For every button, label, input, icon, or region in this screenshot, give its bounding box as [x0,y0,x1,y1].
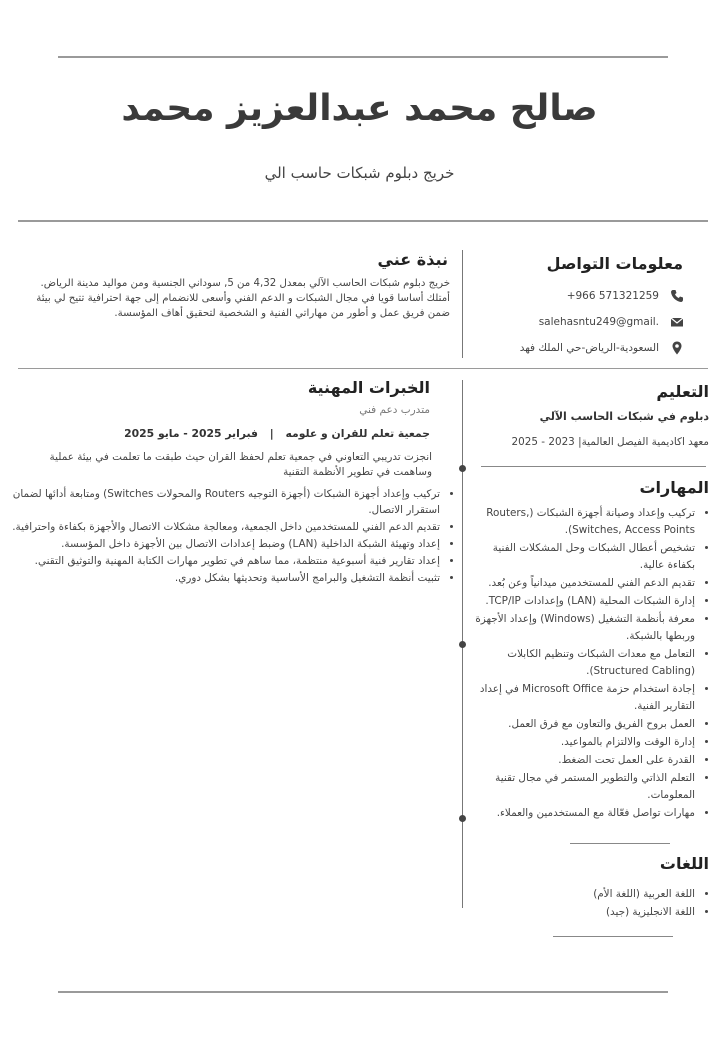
skill-item: • إدارة الشبكات المحلية (LAN) وإعدادات TCP/IP. [463,593,695,610]
languages-divider [553,936,673,937]
education-title: التعليم [656,382,709,401]
contact-title: معلومات التواصل [546,254,683,273]
skills-divider [570,843,670,844]
experience-item: • إعداد تقارير فنية أسبوعية منتظمة، مما ساهم في تطوير مهارات الكتابة المهنية والتوثيق التقني. [8,553,440,569]
email-text: salehasntu249@gmail. [538,316,659,328]
experience-item: • تركيب وإعداد أجهزة الشبكات (أجهزة التوجيه Routers والمحولات Switches) ومتابعة أدائها لضمان استقرار الاتصال. [8,486,440,518]
phone-icon [669,288,685,304]
skill-item: • تركيب وإعداد وصيانة أجهزة الشبكات (,Routers Switches, Access Points). [463,505,695,539]
phone-text: +966 571321259 [566,290,659,302]
contact-address [475,340,685,360]
page-subtitle: خريج دبلوم شبكات حاسب الي [264,164,455,182]
experience-title: الخبرات المهنية [307,378,430,397]
experience-org: جمعية تعلم للقران و علومه [285,427,430,440]
skills-title: المهارات [639,478,709,497]
top-column-divider [462,250,463,358]
experience-separator: | [269,427,274,440]
language-item: • اللغة الانجليزية (جيد) [463,904,695,921]
experience-item: • تثبيت أنظمة التشغيل والبرامج الأساسية وتحديثها بشكل دوري. [8,570,440,586]
address-text: السعودية-الرياض-حي الملك فهد [519,342,659,354]
skill-item: • تشخيص أعطال الشبكات وحل المشكلات الفنية بكفاءة عالية. [463,540,695,574]
skill-item: • التعلم الذاتي والتطوير المستمر في مجال تقنية المعلومات. [463,770,695,804]
top-divider [58,56,668,58]
experience-role: متدرب دعم فني [359,404,430,416]
education-divider [481,466,706,467]
experience-summary: انجزت تدريبي التعاوني في جمعية تعلم لحفظ القران حيث طبقت ما تعلمت في بيئة عملية وساهمت في تطوير الأنظمة التقنية [49,451,432,478]
language-item: • اللغة العربية (اللغة الأم) [463,886,695,903]
skill-item: • القدرة على العمل تحت الضغط. [463,752,695,769]
about-text: خريج دبلوم شبكات الحاسب الآلي بمعدل 4,32 من 5, سوداني الجنسية ومن مواليد مدينة الرياض. أمتلك أساسا قويا في مجال الشبكات و الدعم الفني وأسعى للانضمام إلى جهة احترافية تتيح لي بيئة ضمن فريق عمل و أطور من مهاراتي الفنية و الشخصية لتحقيق أهاف المؤسسة. [36,278,450,319]
experience-list [8,486,456,587]
experience-item: • إعداد وتهيئة الشبكة الداخلية (LAN) وضبط إعدادات الاتصال بين الأجهزة داخل المؤسسة. [8,536,440,552]
skills-list [463,505,711,823]
page-title: صالح محمد عبدالعزيز محمد [121,88,598,129]
experience-header [100,427,430,440]
skill-item: • تقديم الدعم الفني للمستخدمين ميدانياً وعن بُعد. [463,575,695,592]
languages-title: اللغات [659,854,709,873]
contact-phone [475,288,685,308]
education-institute: معهد اكاديمية الفيصل العالمية| 2023 - 2025 [511,436,709,448]
envelope-icon [669,314,685,330]
about-title: نبذة عني [377,250,448,269]
skill-item: • العمل بروح الفريق والتعاون مع فرق العمل. [463,716,695,733]
skill-item: • إجادة استخدام حزمة Microsoft Office في إعداد التقارير الفنية. [463,681,695,715]
languages-list [463,886,711,922]
skill-item: • التعامل مع معدات الشبكات وتنظيم الكابلات (Structured Cabling). [463,646,695,680]
contact-email [475,314,685,334]
skill-item: • مهارات تواصل فعّالة مع المستخدمين والعملاء. [463,805,695,822]
timeline-dot [459,465,466,472]
experience-period: فبراير 2025 - مايو 2025 [124,427,259,440]
location-pin-icon [669,340,685,356]
experience-item: • تقديم الدعم الفني للمستخدمين داخل الجمعية، ومعالجة مشكلات الاتصال والأجهزة بكفاءة واحترافية. [8,519,440,535]
education-degree: دبلوم في شبكات الحاسب الآلي [539,410,709,423]
bottom-divider [58,991,668,993]
skill-item: • إدارة الوقت والالتزام بالمواعيد. [463,734,695,751]
header-divider [18,220,708,222]
skill-item: • معرفة بأنظمة التشغيل (Windows) وإعداد الأجهزة وربطها بالشبكة. [463,611,695,645]
section-divider [18,368,708,369]
